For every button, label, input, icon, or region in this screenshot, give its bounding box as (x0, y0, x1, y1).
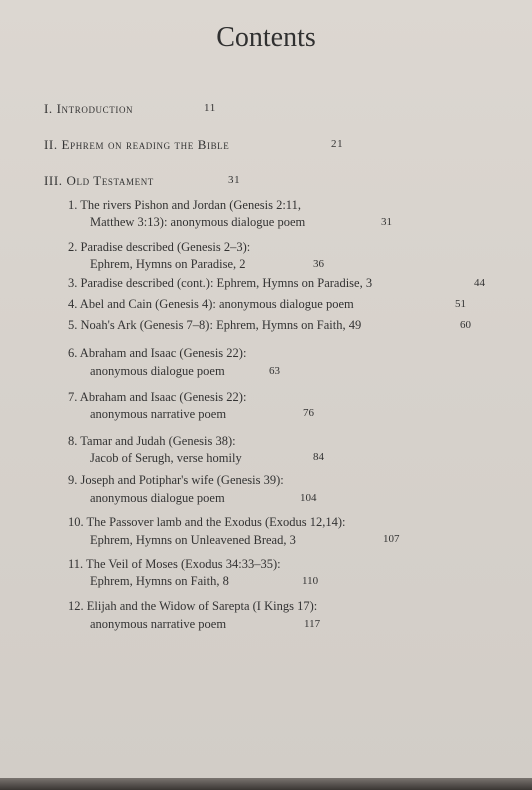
toc-page-number: 11 (204, 102, 216, 114)
toc-page-number: 31 (228, 174, 241, 186)
toc-item-8 (68, 434, 236, 449)
toc-page-number: 117 (304, 618, 321, 630)
toc-page-number: 36 (313, 258, 324, 270)
toc-page-number: 104 (300, 492, 317, 504)
page-title: Contents (216, 22, 316, 53)
toc-item-8-subtitle: Jacob of Serugh, verse homily (90, 451, 242, 465)
toc-part-old-testament (44, 173, 241, 189)
toc-item-9 (68, 473, 284, 488)
toc-item-10-subtitle: Ephrem, Hymns on Unleavened Bread, 3 (90, 533, 296, 547)
toc-item-1 (68, 198, 301, 213)
toc-item-11-subtitle: Ephrem, Hymns on Faith, 8 (90, 574, 229, 588)
toc-page-number: 44 (474, 277, 485, 289)
toc-page-number: 76 (303, 407, 314, 419)
toc-page-number: 110 (302, 575, 319, 587)
toc-item-title: 4. Abel and Cain (Genesis 4): anonymous dialogue poem (68, 297, 354, 311)
toc-item-7-subtitle: anonymous narrative poem (90, 407, 227, 421)
toc-page-number: 60 (460, 319, 471, 331)
toc-item-12 (68, 599, 317, 614)
toc-item-5 (68, 318, 361, 333)
toc-page-number: 31 (381, 216, 392, 228)
toc-item-title: 9. Joseph and Potiphar's wife (Genesis 39): (68, 473, 284, 487)
toc-item-title: 11. The Veil of Moses (Exodus 34:33–35): (68, 557, 281, 571)
toc-item-title: 7. Abraham and Isaac (Genesis 22): (68, 390, 247, 404)
toc-item-2-subtitle: Ephrem, Hymns on Paradise, 2 (90, 257, 246, 271)
toc-page-number: 51 (455, 298, 466, 310)
page-edge-shadow (0, 778, 532, 790)
toc-item-title: 6. Abraham and Isaac (Genesis 22): (68, 346, 247, 360)
toc-page-number: 84 (313, 451, 324, 463)
toc-item-9-subtitle: anonymous dialogue poem (90, 491, 225, 505)
toc-page-number: 21 (331, 138, 344, 150)
toc-item-11 (68, 557, 281, 572)
toc-item-10 (68, 515, 346, 530)
toc-item-title: 1. The rivers Pishon and Jordan (Genesis 2:11, (68, 198, 301, 212)
toc-item-2 (68, 240, 250, 255)
toc-page-number: 63 (269, 365, 280, 377)
toc-item-6 (68, 346, 246, 361)
toc-item-4 (68, 297, 354, 312)
toc-item-title: 12. Elijah and the Widow of Sarepta (I Kings 17): (68, 599, 318, 613)
toc-item-title: 3. Paradise described (cont.): Ephrem, Hymns on Paradise, 3 (68, 276, 373, 290)
toc-item-12-subtitle: anonymous narrative poem (90, 617, 227, 631)
toc-item-3 (68, 276, 372, 291)
toc-part-label: I. Introduction (44, 101, 134, 116)
toc-item-title: 5. Noah's Ark (Genesis 7–8): Ephrem, Hymns on Faith, 49 (68, 318, 362, 332)
toc-item-6-subtitle: anonymous dialogue poem (90, 364, 225, 378)
toc-part-introduction (44, 101, 216, 117)
toc-part-label: II. Ephrem on reading the Bible (44, 137, 230, 152)
toc-item-title: 2. Paradise described (Genesis 2–3): (68, 240, 251, 254)
toc-item-title: 8. Tamar and Judah (Genesis 38): (68, 434, 236, 448)
toc-item-7 (68, 390, 246, 405)
toc-item-title: 10. The Passover lamb and the Exodus (Exodus 12,14): (68, 515, 346, 529)
toc-part-label: III. Old Testament (44, 173, 154, 188)
toc-page-number: 107 (383, 533, 400, 545)
toc-item-1-subtitle: Matthew 3:13): anonymous dialogue poem (90, 215, 306, 229)
toc-part-reading-bible (44, 137, 344, 153)
